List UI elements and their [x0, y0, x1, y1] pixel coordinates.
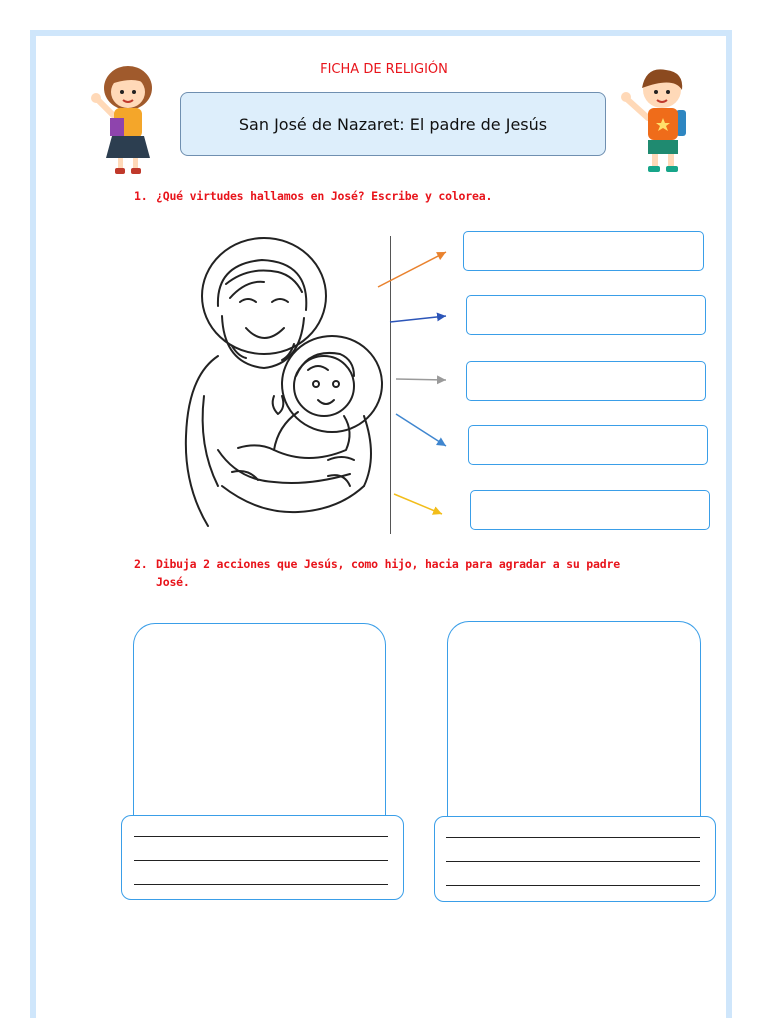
girl-waving-illustration [84, 60, 164, 178]
arrow-4 [396, 414, 446, 446]
boy-waving-illustration [618, 60, 698, 178]
question-2 [134, 555, 620, 591]
arrow-3 [396, 379, 446, 380]
virtue-answer-box-4[interactable] [468, 425, 708, 465]
drawing-area-2[interactable] [447, 621, 701, 817]
writing-line[interactable] [446, 885, 700, 886]
virtue-answer-box-3[interactable] [466, 361, 706, 401]
writing-line[interactable] [134, 884, 388, 885]
question-text: ¿Qué virtudes hallamos en José? Escribe y colorea. [156, 189, 493, 203]
writing-box-1[interactable] [121, 815, 404, 900]
writing-line[interactable] [134, 836, 388, 837]
arrow-5 [394, 494, 442, 514]
writing-line[interactable] [446, 861, 700, 862]
worksheet-label: FICHA DE RELIGIÓN [320, 62, 448, 77]
page-title: San José de Nazaret: El padre de Jesús [238, 114, 548, 134]
virtue-answer-box-1[interactable] [463, 231, 704, 271]
virtue-arrows [370, 240, 470, 530]
virtue-answer-box-5[interactable] [470, 490, 710, 530]
question-number: 2. [134, 557, 148, 571]
arrow-2 [390, 316, 446, 322]
question-1 [134, 189, 492, 203]
virtue-answer-box-2[interactable] [466, 295, 706, 335]
question-text-line-2: José. [156, 575, 190, 589]
arrow-1 [378, 252, 446, 287]
question-text-line-1: Dibuja 2 acciones que Jesús, como hijo, hacia para agradar a su padre [156, 557, 620, 571]
writing-box-2[interactable] [434, 816, 716, 902]
question-number: 1. [134, 189, 148, 203]
writing-line[interactable] [134, 860, 388, 861]
writing-line[interactable] [446, 837, 700, 838]
title-box [180, 92, 606, 156]
saint-joseph-holding-baby-jesus-line-art [178, 236, 392, 534]
drawing-area-1[interactable] [133, 623, 386, 817]
